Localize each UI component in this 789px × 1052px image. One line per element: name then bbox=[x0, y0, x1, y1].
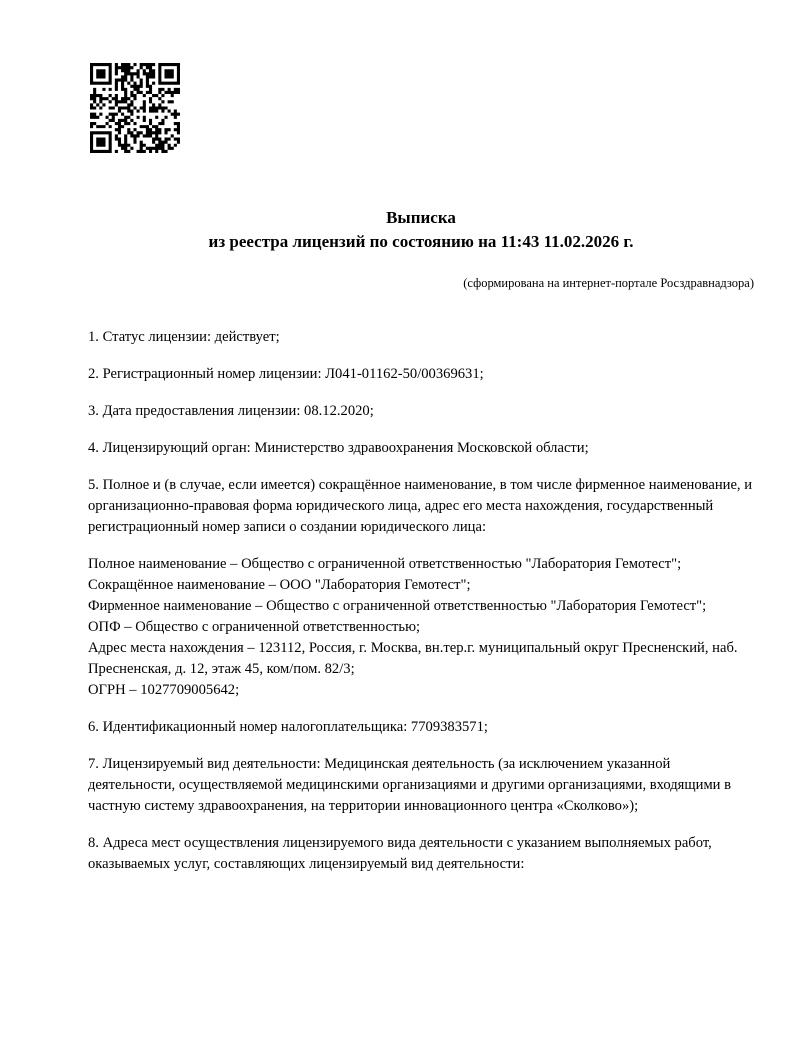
document-title-line2: из реестра лицензий по состоянию на 11:43 11.02.2026 г. bbox=[208, 232, 634, 251]
document-content bbox=[88, 0, 754, 891]
organization-detail-line: ОГРН – 1027709005642; bbox=[88, 682, 240, 698]
paragraph: 6. Идентификационный номер налогоплательщика: 7709383571; bbox=[88, 719, 488, 735]
organization-detail-line: Фирменное наименование – Общество с ограниченной ответственностью "Лаборатория Гемотест"; bbox=[88, 598, 707, 614]
paragraph: 8. Адреса мест осуществления лицензируемого вида деятельности с указанием выполняемых работ, оказываемых услуг, составляющих лицензируемый вид деятельности: bbox=[88, 835, 712, 872]
organization-detail-line: Полное наименование – Общество с ограниченной ответственностью "Лаборатория Гемотест"; bbox=[88, 556, 682, 572]
organization-detail-line: Сокращённое наименование – ООО "Лаборатория Гемотест"; bbox=[88, 577, 471, 593]
paragraph: 5. Полное и (в случае, если имеется) сокращённое наименование, в том числе фирменное наименование, и организационно-правовая форма юридического лица, адрес его места нахождения, государственный регистрационный номер записи о создании юридического лица: bbox=[88, 477, 753, 535]
paragraph: 3. Дата предоставления лицензии: 08.12.2020; bbox=[88, 403, 374, 419]
paragraph: 4. Лицензирующий орган: Министерство здравоохранения Московской области; bbox=[88, 440, 589, 456]
paragraph: 1. Статус лицензии: действует; bbox=[88, 329, 280, 345]
document-subtitle: (сформирована на интернет-портале Росздравнадзора) bbox=[463, 276, 754, 290]
document-body bbox=[88, 327, 754, 875]
paragraphs-top bbox=[88, 327, 754, 538]
paragraph: 7. Лицензируемый вид деятельности: Медицинская деятельность (за исключением указанной деятельности, осуществляемой медицинскими организациями и другими организациями, входящими в частную систему здравоохранения, на территории инновационного центра «Сколково»); bbox=[88, 756, 732, 814]
paragraphs-bottom bbox=[88, 717, 754, 875]
organization-detail-line: ОПФ – Общество с ограниченной ответственностью; bbox=[88, 619, 421, 635]
document-title bbox=[88, 206, 754, 254]
document-title-line1: Выписка bbox=[386, 208, 456, 227]
paragraph: 2. Регистрационный номер лицензии: Л041-01162-50/00369631; bbox=[88, 366, 484, 382]
organization-details bbox=[88, 554, 754, 701]
organization-detail-line: Адрес места нахождения – 123112, Россия, г. Москва, вн.тер.г. муниципальный округ Пресненский, наб. Пресненская, д. 12, этаж 45, ком/пом. 82/3; bbox=[88, 640, 738, 677]
